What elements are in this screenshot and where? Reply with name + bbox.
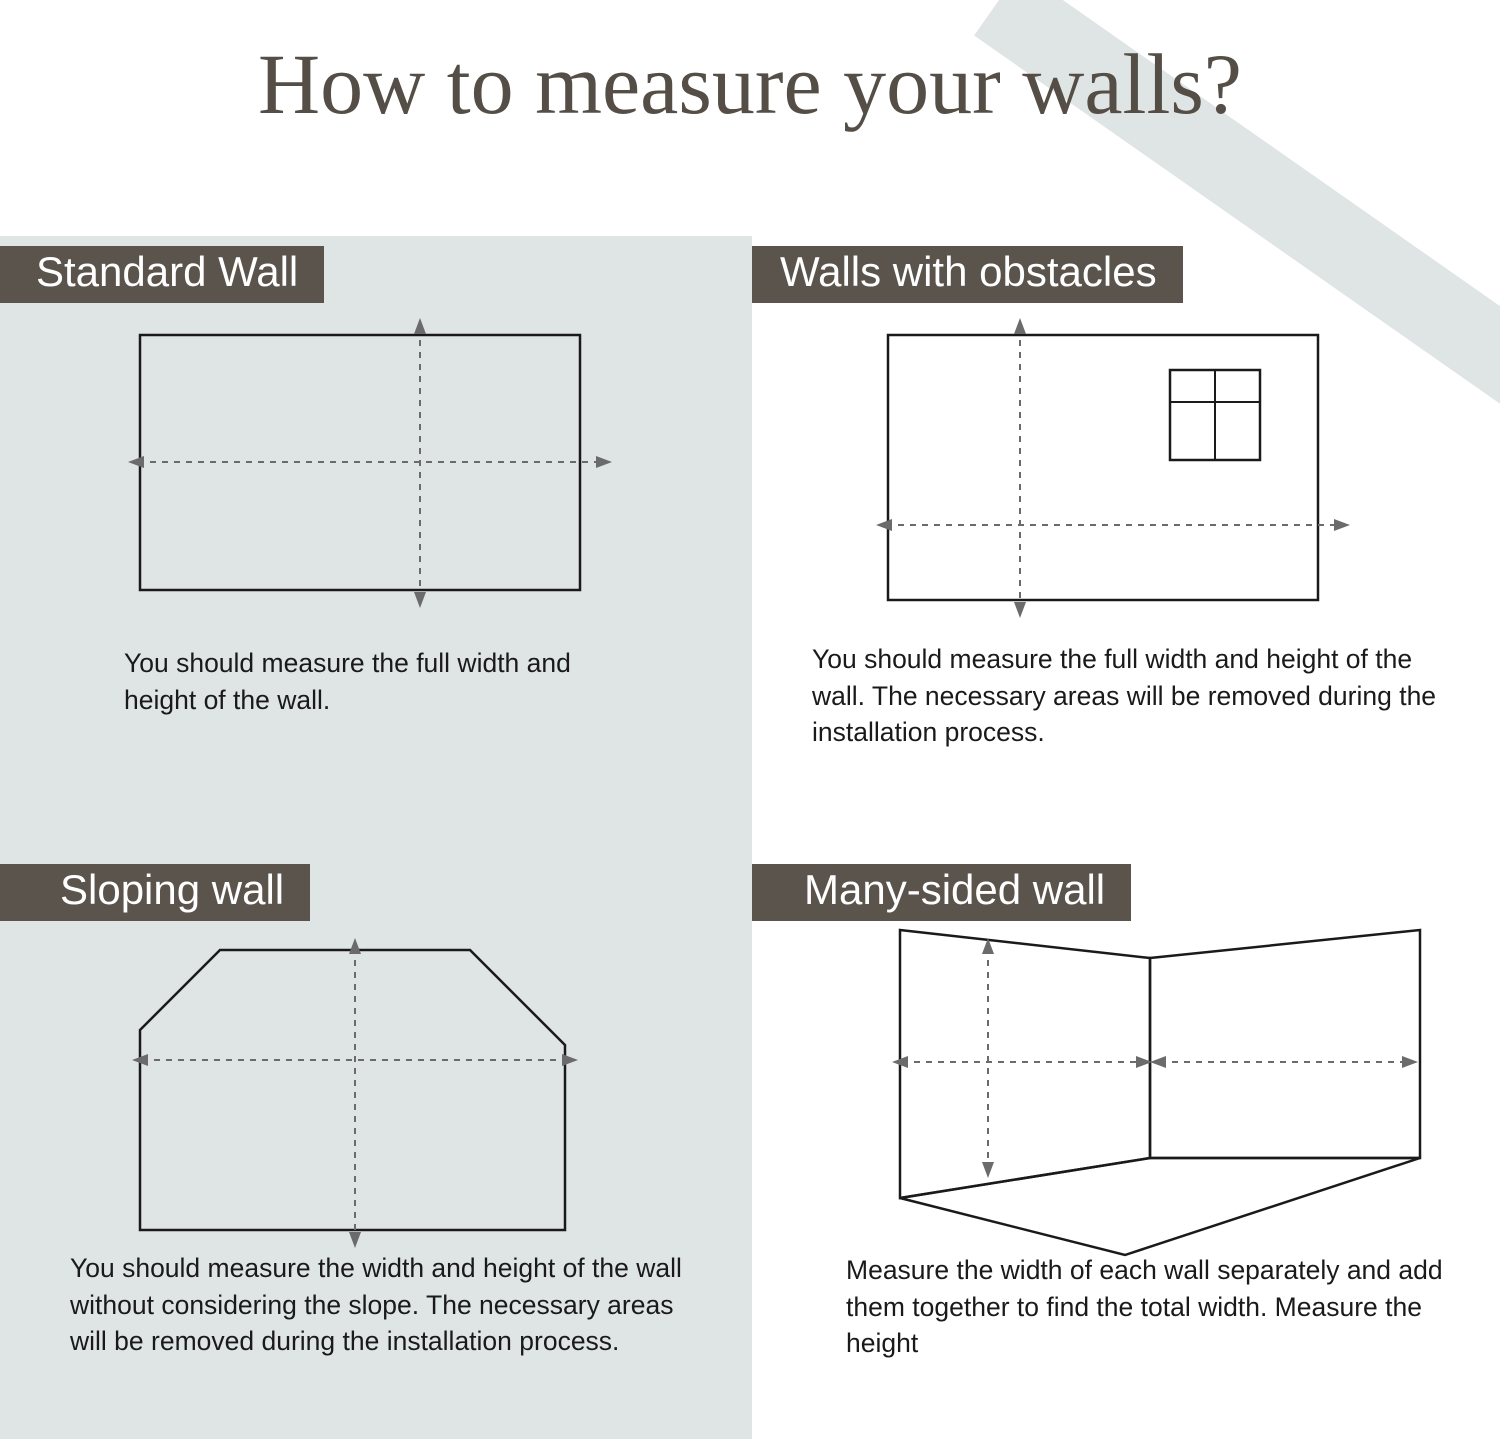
standard-wall-diagram [110, 310, 630, 610]
sloping-wall-diagram [110, 920, 630, 1250]
many-sided-wall-caption: Measure the width of each wall separately and add them together to find the total width. Measure the height [846, 1255, 1443, 1359]
standard-wall-tag: Standard Wall [0, 246, 324, 303]
sloping-wall-caption: You should measure the width and height of the wall without considering the slope. The necessary areas will be removed during the installation process. [70, 1253, 682, 1357]
walls-with-obstacles-caption: You should measure the full width and height of the wall. The necessary areas will be removed during the installation process. [812, 644, 1437, 748]
walls-with-obstacles-tag: Walls with obstacles [752, 246, 1183, 303]
sloping-wall-tag: Sloping wall [0, 864, 310, 921]
page-title: How to measure your walls? [258, 36, 1242, 132]
window-obstacle-icon [1170, 370, 1260, 460]
many-sided-wall-tag: Many-sided wall [752, 864, 1131, 921]
standard-wall-caption: You should measure the full width and height of the wall. [124, 648, 571, 715]
walls-with-obstacles-diagram [850, 310, 1370, 620]
many-sided-wall-diagram [860, 910, 1460, 1280]
